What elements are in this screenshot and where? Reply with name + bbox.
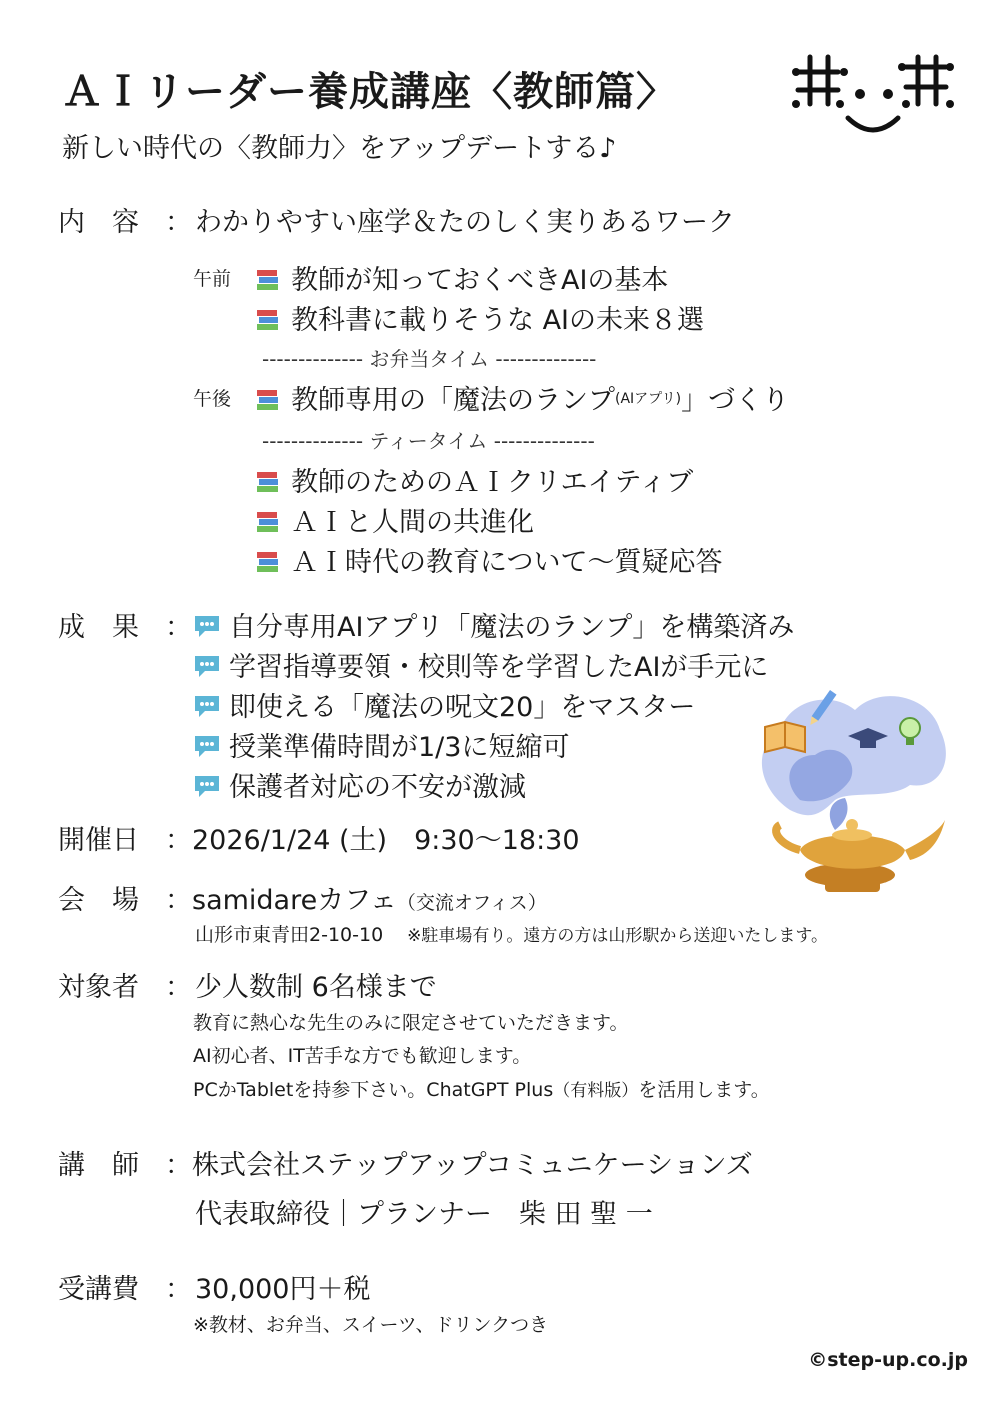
morning-label: 午前: [193, 268, 232, 290]
lunch-break-divider: -------------- お弁当タイム --------------: [262, 347, 597, 371]
content-summary: わかりやすい座学＆たのしく実りあるワーク: [195, 207, 735, 238]
content-item-text: 教科書に載りそうな AIの未来８選: [291, 305, 705, 336]
results-colon: ：: [165, 612, 192, 643]
fee-note: ※教材、お弁当、スイーツ、ドリンクつき: [193, 1314, 549, 1336]
result-item-text: 保護者対応の不安が激減: [229, 772, 526, 803]
speech-bubble-icon: [193, 653, 221, 679]
list-item: [255, 500, 534, 539]
audience-note: [193, 1075, 770, 1102]
content-colon: ：: [165, 207, 192, 238]
list-item: [193, 645, 768, 684]
afternoon-item-prefix: 教師専用の「魔法のランプ: [291, 385, 615, 416]
list-item: [255, 378, 789, 417]
result-item-text: 即使える「魔法の呪文20」をマスター: [229, 692, 696, 723]
result-item-text: 自分専用AIアプリ「魔法のランプ」を構築済み: [229, 612, 795, 643]
instructor-company: ：株式会社ステップアップコミュニケーションズ: [165, 1150, 753, 1181]
audience-note: AI初心者、IT苦手な方でも歓迎します。: [193, 1045, 532, 1067]
books-icon: [255, 307, 281, 333]
copyright: ©step-up.co.jp: [808, 1349, 968, 1371]
afternoon-label: 午後: [193, 388, 232, 410]
afternoon-item-suffix: 」づくり: [681, 385, 790, 416]
content-item-text: 教師のためのＡＩクリエイティブ: [291, 467, 694, 498]
audience-note3-prefix: PCかTabletを持参下さい。ChatGPT Plus: [193, 1079, 554, 1101]
fee-value: 30,000円＋税: [195, 1274, 371, 1305]
list-item: [193, 725, 569, 764]
audience-label: 対象者: [58, 972, 139, 1003]
list-item: [255, 298, 704, 337]
speech-bubble-icon: [193, 733, 221, 759]
books-icon: [255, 267, 281, 293]
result-item-text: 学習指導要領・校則等を学習したAIが手元に: [229, 652, 769, 683]
list-item: [255, 460, 693, 499]
speech-bubble-icon: [193, 613, 221, 639]
speech-bubble-icon: [193, 773, 221, 799]
books-icon: [255, 549, 281, 575]
speech-bubble-icon: [193, 693, 221, 719]
instructor-label: 講 師: [58, 1150, 139, 1181]
venue-address: 山形市東青田2-10-10: [195, 924, 384, 946]
tea-break-divider: -------------- ティータイム --------------: [262, 429, 595, 453]
results-label: 成 果: [58, 612, 139, 643]
list-item: [255, 258, 668, 297]
venue-name: ：samidareカフェ: [165, 885, 397, 916]
date-value: ：2026/1/24 (土) 9:30〜18:30: [165, 825, 580, 856]
content-label: 内 容: [58, 207, 139, 238]
venue-address-note: ※駐車場有り。遠方の方は山形駅から送迎いたします。: [407, 926, 829, 946]
afternoon-item-note: (AIアプリ): [615, 391, 682, 407]
venue-value: [165, 878, 547, 917]
page-title: ＡＩリーダー養成講座〈教師篇〉: [62, 69, 677, 115]
audience-value: 少人数制 6名様まで: [195, 972, 437, 1003]
list-item: [193, 605, 794, 644]
audience-note3-paren: （有料版）: [553, 1081, 639, 1101]
list-item: [193, 685, 695, 724]
page-subtitle: 新しい時代の〈教師力〉をアップデートする♪: [62, 133, 617, 164]
content-item-text: 教師が知っておくべきAIの基本: [291, 265, 669, 296]
list-item: [255, 540, 722, 579]
date-label: 開催日: [58, 825, 139, 856]
result-item-text: 授業準備時間が1/3に短縮可: [229, 732, 570, 763]
books-icon: [255, 509, 281, 535]
fee-label: 受講費: [58, 1274, 139, 1305]
books-icon: [255, 469, 281, 495]
audience-note: 教育に熱心な先生のみに限定させていただきます。: [193, 1012, 629, 1034]
venue-name-note: （交流オフィス）: [396, 892, 547, 914]
venue-address-line: [195, 920, 828, 947]
books-icon: [255, 387, 281, 413]
list-item: [193, 765, 526, 804]
audience-note3-suffix: を活用します。: [638, 1079, 770, 1101]
venue-label: 会 場: [58, 885, 139, 916]
content-item-text: ＡＩ時代の教育について〜質疑応答: [291, 547, 723, 578]
audience-colon: ：: [165, 972, 192, 1003]
magic-lamp-illustration: [740, 680, 955, 910]
instructor-name: 代表取締役｜プランナー 柴 田 聖 一: [195, 1199, 653, 1230]
fee-colon: ：: [165, 1274, 192, 1305]
content-item-text: ＡＩと人間の共進化: [291, 507, 534, 538]
step-up-logo: [788, 42, 958, 142]
